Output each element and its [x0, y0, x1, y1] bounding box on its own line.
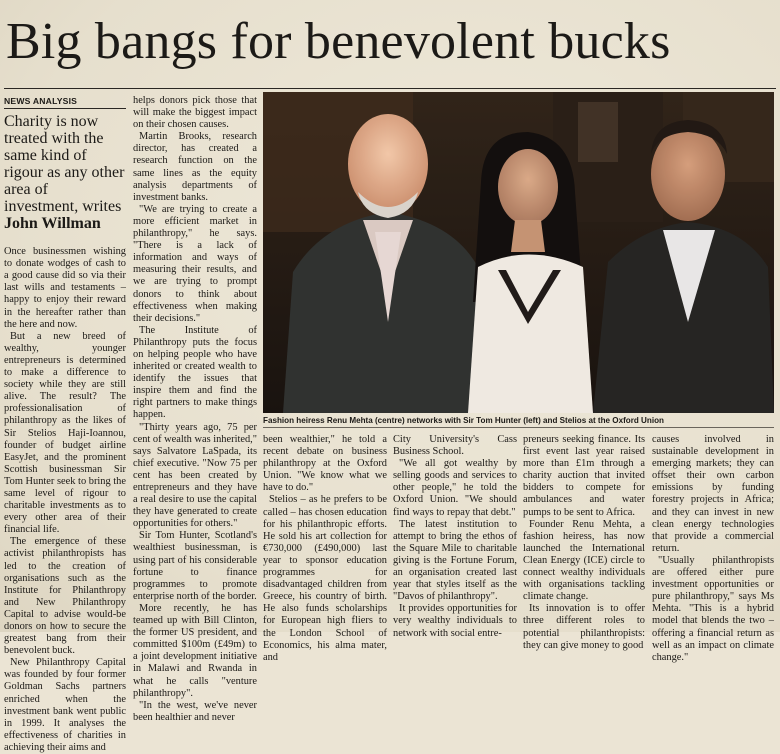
article-column-6	[652, 434, 774, 664]
paragraph: The emergence of these activist philanthropists has led to the creation of organisations such as the Institute for Philanthropy and New Philanthropy Capital to advise would-be donors on how to secure the greatest bang from their benevolent buck.	[4, 536, 126, 657]
paragraph: But a new breed of wealthy, younger entrepreneurs is determined to make a difference to society while they are still alive. The result? The professionalisation of philanthropy as the likes of Sir Stelios Haji-Ioannou, founder of budget airline EasyJet, and the prominent Scottish businessman Sir Tom Hunter seek to bring the same level of rigour to charitable investments as to every other area of their financial life.	[4, 330, 126, 536]
paragraph: been wealthier," he told a recent debate on business philanthropy at the Oxford Union. "We know what we have to do."	[263, 434, 387, 494]
paragraph: City University's Cass Business School.	[393, 434, 517, 458]
paragraph: Founder Renu Mehta, a fashion heiress, has now launched the International Clean Energy (ICE) circle to connect wealthy individuals with organisations tackling climate change.	[523, 518, 645, 603]
paragraph: Stelios – as he prefers to be called – has chosen education for his philanthropic efforts. He sold his art collection for €730,000 (£490,000) last year to sponsor education programmes for disadvantaged children from Greece, his country of birth. He also funds scholarships for European high fliers to the London School of Economics, his alma mater, and	[263, 494, 387, 663]
headline-rule	[4, 88, 776, 89]
paragraph: New Philanthropy Capital was founded by four former Goldman Sachs partners enriched when the investment bank went public in 1999. It analyses the effectiveness of charities in achieving their aims and	[4, 657, 126, 753]
column-1-body	[4, 246, 126, 754]
paragraph: Sir Tom Hunter, Scotland's wealthiest businessman, is using part of his considerable fortune to finance programmes to promote enterprise north of the border.	[133, 530, 257, 602]
article-column-3	[263, 434, 387, 664]
paragraph: "Usually philanthropists are offered either pure investment opportunities or pure philanthropy," says Ms Mehta. "This is a hybrid model that blends the two – offering a financial return as well as an impact on climate change."	[652, 554, 774, 663]
paragraph: The Institute of Philanthropy puts the focus on helping people who have inherited or created wealth to identify the issues that inspire them and find the right partners to make things happen.	[133, 324, 257, 421]
section-kicker: NEWS ANALYSIS	[4, 95, 126, 109]
article-column-4	[393, 434, 517, 640]
byline: John Willman	[4, 215, 101, 233]
article-column-1	[4, 95, 126, 754]
paragraph: "In the west, we've never been healthier and never	[133, 699, 257, 723]
paragraph: The latest institution to attempt to bring the ethos of the Square Mile to charitable giving is the Fortune Forum, an organisation created last year that styles itself as the "Davos of philanthropy".	[393, 518, 517, 603]
paragraph: Its innovation is to offer three different roles to potential philanthropists: they can give money to good	[523, 603, 645, 651]
paragraph: More recently, he has teamed up with Bill Clinton, the former US president, and committed $100m (£49m) to a joint development initiative in Malawi and Rwanda in what he calls "venture philanthropy".	[133, 602, 257, 699]
paragraph: Martin Brooks, research director, has created a research function on the same lines as the equity analysis departments of investment banks.	[133, 131, 257, 203]
paragraph: causes involved in sustainable development in emerging markets; they can offset their own carbon emissions by funding forestry projects in Africa; and they can invest in new clean energy technologies that provide a commercial return.	[652, 434, 774, 554]
headline: Big bangs for benevolent bucks	[6, 13, 671, 70]
standfirst	[4, 113, 126, 232]
caption-rule	[263, 427, 774, 428]
paragraph: helps donors pick those that will make the biggest impact on their chosen causes.	[133, 95, 257, 131]
photo-illustration	[263, 92, 774, 413]
paragraph: "We all got wealthy by selling goods and services to other people," he told the Oxford Union. "We should find ways to repay that debt."	[393, 458, 517, 518]
photo-caption: Fashion heiress Renu Mehta (centre) networks with Sir Tom Hunter (left) and Stelios at the Oxford Union	[263, 416, 664, 425]
paragraph: preneurs seeking finance. Its first event last year raised more than £1m through a charity auction that invited bidders to compete for ambulances and water pumps to be sent to Africa.	[523, 434, 645, 518]
standfirst-text: Charity is now treated with the same kind of rigour as any other area of investment, writes	[4, 113, 125, 216]
article-column-5	[523, 434, 645, 652]
paragraph: "We are trying to create a more efficient market in philanthropy," he says. "There is a lack of information and ways of measuring their results, and we are trying to prompt donors to think about effectiveness when making their decisions."	[133, 203, 257, 324]
news-photo	[263, 92, 774, 413]
paragraph: "Thirty years ago, 75 per cent of wealth was inherited," says Salvatore LaSpada, its chief executive. "Now 75 per cent has been created by entrepreneurs and they have a real desire to use the capital they have generated to create opportunities for others."	[133, 421, 257, 530]
article-column-2	[133, 95, 257, 724]
paragraph: Once businessmen wishing to donate wodges of cash to a good cause did so via their last wills and testaments – happy to enjoy their reward in the hereafter rather than the here and now.	[4, 246, 126, 330]
paragraph: It provides opportunities for very wealthy individuals to network with social entre-	[393, 603, 517, 639]
